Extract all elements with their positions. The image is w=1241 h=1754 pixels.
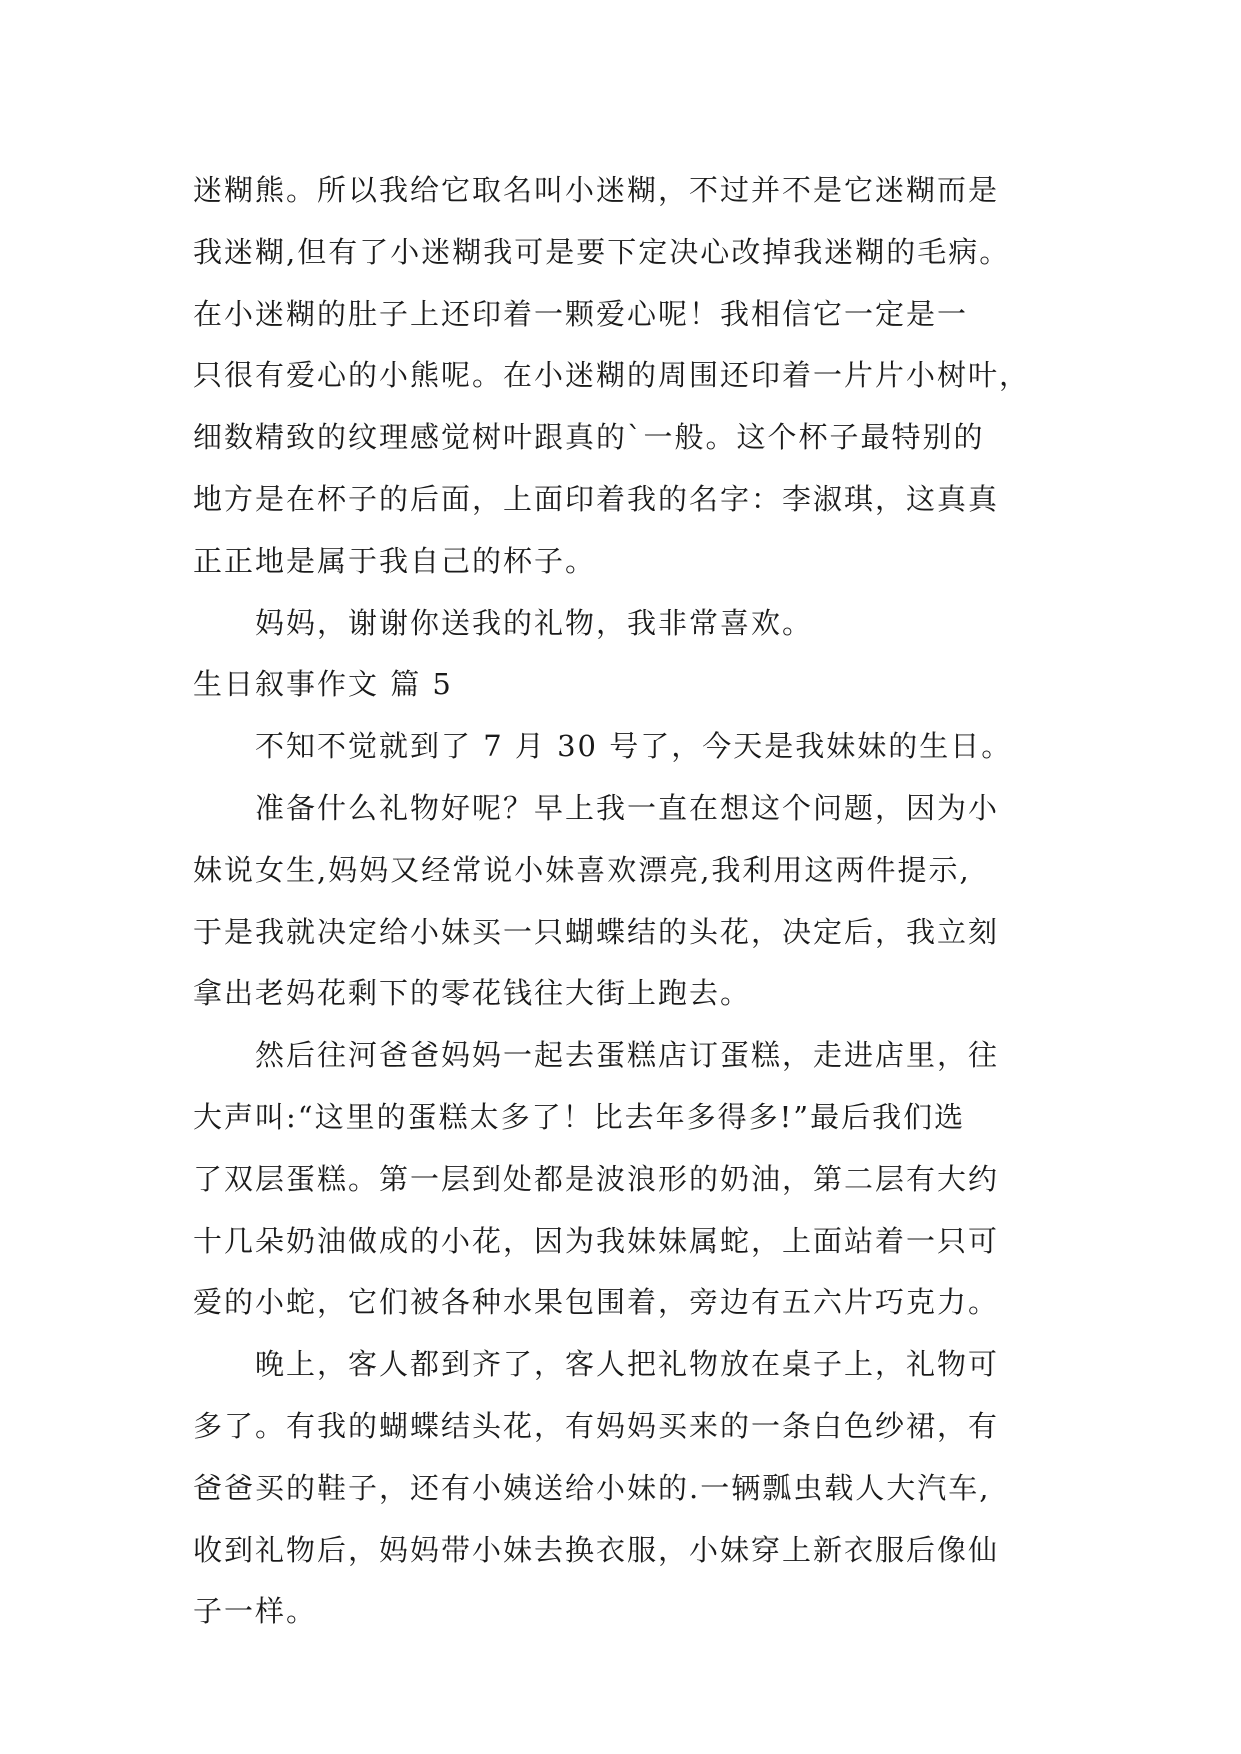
- text-line: 迷糊熊。所以我给它取名叫小迷糊，不过并不是它迷糊而是: [193, 173, 1000, 207]
- text-line: 我迷糊,但有了小迷糊我可是要下定决心改掉我迷糊的毛病。: [193, 234, 1011, 269]
- text-line: 爱的小蛇，它们被各种水果包围着，旁边有五六片巧克力。: [193, 1285, 1000, 1320]
- text-line: 于是我就决定给小妹买一只蝴蝶结的头花，决定后，我立刻: [193, 914, 1000, 949]
- text-line: 多了。有我的蝴蝶结头花，有妈妈买来的一条白色纱裙，有: [193, 1408, 1000, 1443]
- text-line: 妹说女生,妈妈又经常说小妹喜欢漂亮,我利用这两件提示,: [193, 852, 971, 887]
- text-line: 在小迷糊的肚子上还印着一颗爱心呢！我相信它一定是一: [193, 296, 969, 331]
- text-line: 拿出老妈花剩下的零花钱往大街上跑去。: [193, 976, 752, 1011]
- text-line: 爸爸买的鞋子，还有小姨送给小妹的.一辆瓢虫载人大汽车,: [193, 1470, 991, 1505]
- text-line: 地方是在杯子的后面，上面印着我的名字：李淑琪，这真真: [193, 481, 1000, 516]
- text-line: 正正地是属于我自己的杯子。: [193, 543, 597, 578]
- essay-body: [193, 160, 1063, 1643]
- text-line: 十几朵奶油做成的小花，因为我妹妹属蛇，上面站着一只可: [193, 1223, 1000, 1258]
- text-line: 晚上，客人都到齐了，客人把礼物放在桌子上，礼物可: [255, 1347, 1000, 1382]
- text-line: 细数精致的纹理感觉树叶跟真的`一般。这个杯子最特别的: [193, 420, 985, 455]
- text-line: 了双层蛋糕。第一层到处都是波浪形的奶油，第二层有大约: [193, 1161, 1000, 1196]
- text-line: 妈妈，谢谢你送我的礼物，我非常喜欢。: [255, 605, 814, 640]
- text-line: 不知不觉就到了 7 月 30 号了，今天是我妹妹的生日。: [255, 729, 1013, 764]
- text-line: 只很有爱心的小熊呢。在小迷糊的周围还印着一片片小树叶，: [193, 358, 1031, 393]
- text-line: 然后往河爸爸妈妈一起去蛋糕店订蛋糕，走进店里，往: [255, 1038, 1000, 1073]
- text-line: 生日叙事作文 篇 5: [193, 667, 453, 702]
- text-line: 子一样。: [193, 1594, 318, 1629]
- text-line: 准备什么礼物好呢？早上我一直在想这个问题，因为小: [255, 790, 1000, 825]
- text-line: 大声叫:“这里的蛋糕太多了！比去年多得多!”最后我们选: [193, 1099, 966, 1134]
- text-line: 收到礼物后，妈妈带小妹去换衣服，小妹穿上新衣服后像仙: [193, 1532, 1000, 1567]
